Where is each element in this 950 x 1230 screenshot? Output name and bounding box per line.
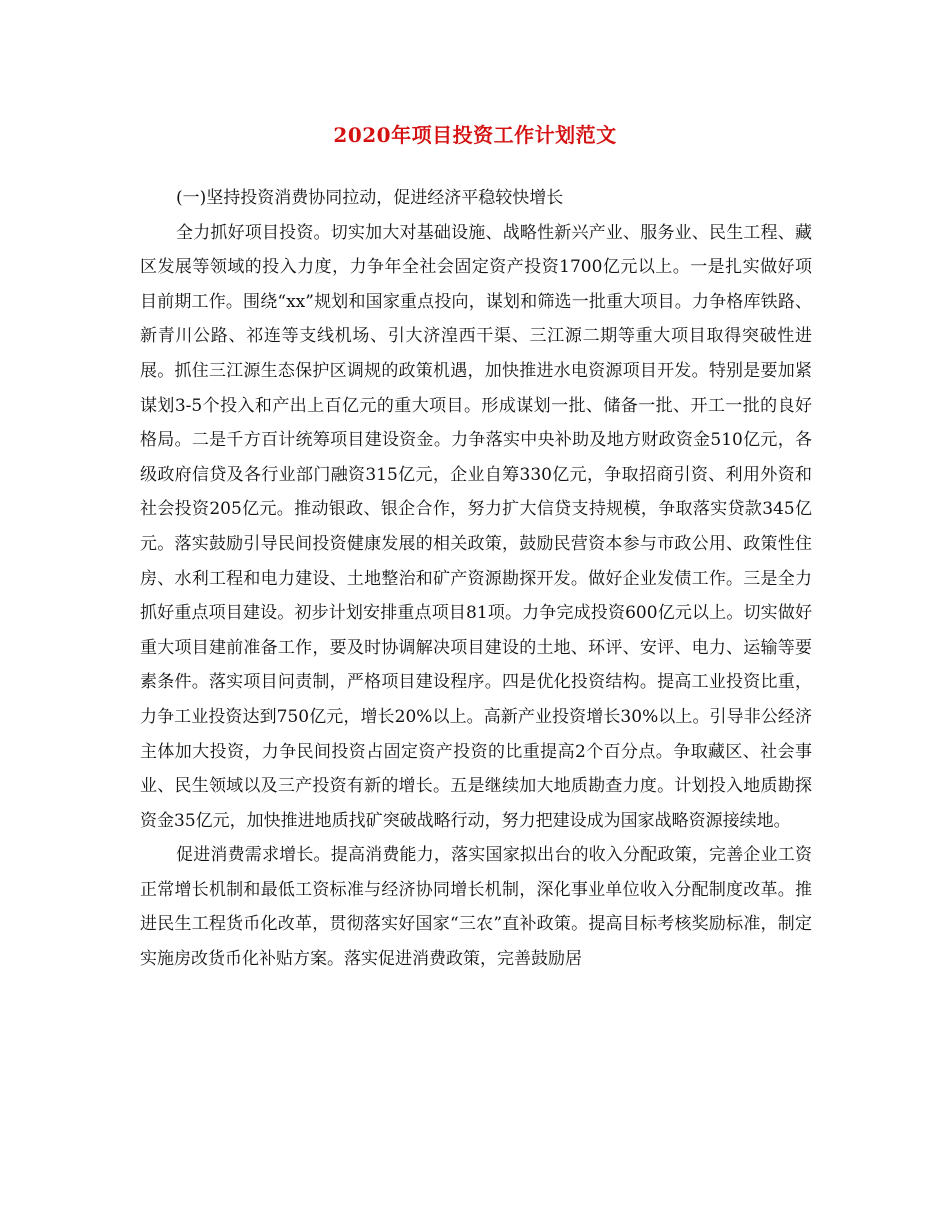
document-body (140, 181, 812, 977)
paragraph-project-investment: 全力抓好项目投资。切实加大对基础设施、战略性新兴产业、服务业、民生工程、藏区发展等领域的投入力度，力争年全社会固定资产投资1700亿元以上。一是扎实做好项目前期工作。围绕“xx”规划和国家重点投向，谋划和筛选一批重大项目。力争格库铁路、新青川公路、祁连等支线机场、引大济湟西干渠、三江源二期等重大项目取得突破性进展。抓住三江源生态保护区调规的政策机遇，加快推进水电资源项目开发。特别是要加紧谋划3-5个投入和产出上百亿元的重大项目。形成谋划一批、储备一批、开工一批的良好格局。二是千方百计统筹项目建设资金。力争落实中央补助及地方财政资金510亿元，各级政府信贷及各行业部门融资315亿元，企业自筹330亿元，争取招商引资、利用外资和社会投资205亿元。推动银政、银企合作，努力扩大信贷支持规模，争取落实贷款345亿元。落实鼓励引导民间投资健康发展的相关政策，鼓励民营资本参与市政公用、政策性住房、水利工程和电力建设、土地整治和矿产资源勘探开发。做好企业发债工作。三是全力抓好重点项目建设。初步计划安排重点项目81项。力争完成投资600亿元以上。切实做好重大项目建前准备工作，要及时协调解决项目建设的土地、环评、安评、电力、运输等要素条件。落实项目问责制，严格项目建设程序。四是优化投资结构。提高工业投资比重，力争工业投资达到750亿元，增长20%以上。高新产业投资增长30%以上。引导非公经济主体加大投资，力争民间投资占固定资产投资的比重提高2个百分点。争取藏区、社会事业、民生领域以及三产投资有新的增长。五是继续加大地质勘查力度。计划投入地质勘探资金35亿元，加快推进地质找矿突破战略行动，努力把建设成为国家战略资源接续地。 (140, 222, 812, 831)
paragraph-consumption-demand: 促进消费需求增长。提高消费能力，落实国家拟出台的收入分配政策，完善企业工资正常增长机制和最低工资标准与经济协同增长机制，深化事业单位收入分配制度改革。推进民生工程货币化改革，贯彻落实好国家“三农”直补政策。提高目标考核奖励标准，制定实施房改货币化补贴方案。落实促进消费政策，完善鼓励居 (140, 845, 812, 970)
document-title: 2020年项目投资工作计划范文 (333, 123, 617, 147)
section-heading: (一)坚持投资消费协同拉动，促进经济平稳较快增长 (176, 188, 564, 208)
